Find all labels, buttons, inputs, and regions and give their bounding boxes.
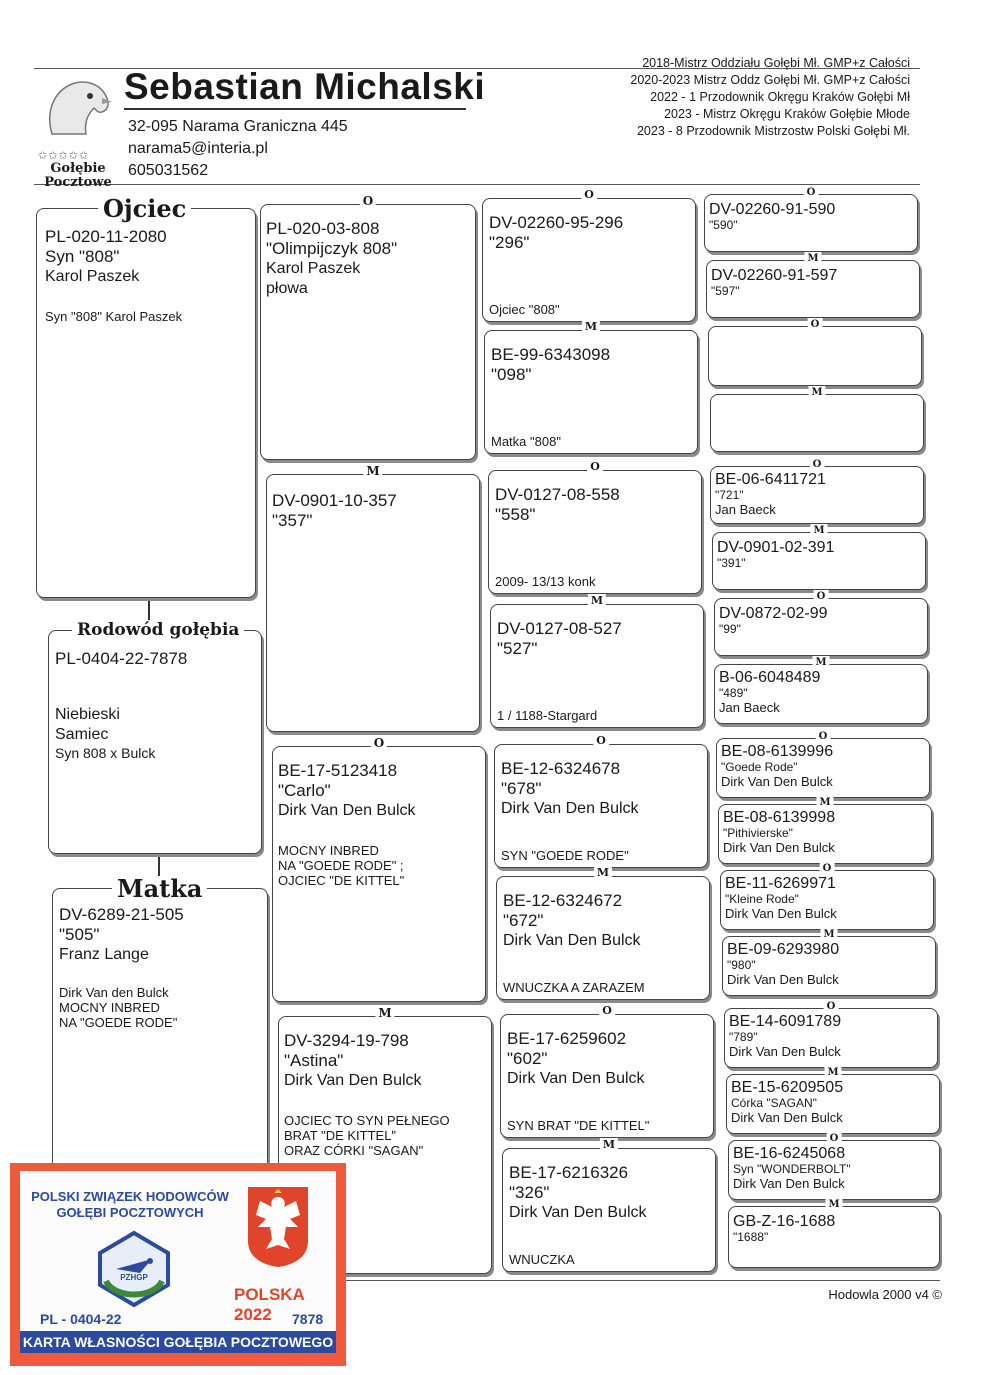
stars-icon: ✩✩✩✩✩ <box>38 150 90 162</box>
ownership-card <box>10 1163 346 1366</box>
phone: 605031562 <box>128 162 209 179</box>
g3-ring: DV-0127-08-527 <box>497 619 622 638</box>
dam-note-2: MOCNY INBRED <box>59 1000 160 1015</box>
sire-ring: PL-020-11-2080 <box>45 227 167 246</box>
card-org-line-2: GOŁĘBI POCZTOWYCH <box>56 1205 204 1220</box>
g4-name: Syn "WONDERBOLT" <box>733 1162 851 1176</box>
g2-dd-breeder: Dirk Van Den Bulck <box>284 1072 422 1089</box>
g4-name: "Pithivierske" <box>723 826 793 840</box>
sire-label: Ojciec <box>98 196 191 222</box>
dam-ring: DV-6289-21-505 <box>59 905 184 924</box>
g2-ds-tag: O <box>371 736 387 750</box>
sire-breeder: Karol Paszek <box>45 268 140 285</box>
g2-ss-box[interactable] <box>260 194 476 460</box>
achievement-1: 2018-Mistrz Oddziału Gołębi Mł. GMP+z Całości <box>642 56 910 70</box>
dam-breeder: Franz Lange <box>59 946 149 963</box>
g4-box[interactable] <box>720 863 934 930</box>
g2-ss-ring: PL-020-03-808 <box>266 219 380 238</box>
g4-ring: BE-14-6091789 <box>729 1013 842 1030</box>
g4-tag: M <box>816 796 833 810</box>
g3-breeder: Dirk Van Den Bulck <box>509 1204 647 1221</box>
g4-name: "489" <box>719 686 748 700</box>
g2-sd-name: "357" <box>272 511 313 530</box>
g3-name: "527" <box>497 639 538 658</box>
g4-box[interactable] <box>714 591 928 656</box>
g3-name: "672" <box>503 911 544 930</box>
card-ring-prefix: PL - 0404-22 <box>40 1311 122 1327</box>
g2-dd-ring: DV-3294-19-798 <box>284 1031 409 1050</box>
g4-name: "721" <box>715 488 744 502</box>
g4-tag: M <box>804 252 821 266</box>
g4-name: "590" <box>709 218 738 232</box>
header-bottom-rule <box>34 184 920 185</box>
g2-ds-note-1: MOCNY INBRED <box>278 843 379 858</box>
pigeon-note: Syn 808 x Bulck <box>55 745 156 761</box>
achievement-2: 2020-2023 Mistrz Oddz Gołębi Mł. GMP+z Całości <box>630 73 910 87</box>
g4-tag: O <box>820 862 835 876</box>
g3-note: SYN "GOEDE RODE" <box>501 848 629 863</box>
g2-dd-note-1: OJCIEC TO SYN PEŁNEGO <box>284 1113 450 1128</box>
g4-box[interactable] <box>724 1001 938 1068</box>
g2-ds-box[interactable] <box>272 736 486 1002</box>
g3-box[interactable] <box>494 734 708 868</box>
pigeon-color: Niebieski <box>55 706 120 723</box>
g4-box[interactable] <box>710 387 924 452</box>
pigeon-head-icon <box>38 74 118 144</box>
g4-tag: O <box>827 1132 842 1146</box>
emblem-text: PZHGP <box>120 1273 148 1282</box>
sire-box[interactable] <box>36 208 256 598</box>
g2-ds-ring: BE-17-5123418 <box>278 761 398 780</box>
g2-ds-note-3: OJCIEC "DE KITTEL" <box>278 873 405 888</box>
g4-ring: DV-02260-91-590 <box>709 201 836 218</box>
g4-breeder: Dirk Van Den Bulck <box>725 906 837 921</box>
g4-box[interactable] <box>704 187 918 252</box>
g3-ring: DV-02260-95-296 <box>489 213 624 232</box>
g3-note: 2009- 13/13 konk <box>495 574 596 589</box>
g3-ring: BE-12-6324672 <box>503 891 623 910</box>
card-inner <box>20 1171 336 1349</box>
g4-box[interactable] <box>728 1133 940 1200</box>
g4-box[interactable] <box>718 797 932 864</box>
g4-box[interactable] <box>716 731 930 798</box>
g4-ring: BE-15-6209505 <box>731 1079 844 1096</box>
g4-ring: DV-0901-02-391 <box>717 539 835 556</box>
g4-tag: M <box>810 524 827 538</box>
g2-dd-note-3: ORAZ CÓRKI "SAGAN" <box>284 1143 424 1158</box>
g3-name: "326" <box>509 1183 550 1202</box>
g4-name: Córka "SAGAN" <box>731 1096 817 1110</box>
g4-name: "980" <box>727 958 756 972</box>
g3-tag: O <box>581 188 597 202</box>
g3-ring: BE-17-6216326 <box>509 1163 629 1182</box>
g4-tag: O <box>816 730 831 744</box>
g3-ring: BE-12-6324678 <box>501 759 621 778</box>
g4-breeder: Dirk Van Den Bulck <box>729 1044 841 1059</box>
g3-name: "558" <box>495 505 536 524</box>
g2-ss-breeder: Karol Paszek <box>266 260 361 277</box>
g4-tag: M <box>808 386 825 400</box>
g4-breeder: Dirk Van Den Bulck <box>723 840 835 855</box>
g2-ss-name: "Olimpijczyk 808" <box>266 239 398 258</box>
name-underline <box>124 108 466 110</box>
polish-eagle-icon <box>244 1183 312 1269</box>
g4-tag: O <box>808 318 823 332</box>
g4-tag: M <box>820 928 837 942</box>
g2-dd-name: "Astina" <box>284 1051 344 1070</box>
g4-tag: M <box>824 1066 841 1080</box>
g4-breeder: Dirk Van Den Bulck <box>721 774 833 789</box>
g2-dd-note-2: BRAT "DE KITTEL" <box>284 1128 397 1143</box>
dam-note-1: Dirk Van den Bulck <box>59 985 169 1000</box>
g4-breeder: Dirk Van Den Bulck <box>727 972 839 987</box>
sire-name: Syn "808" <box>45 247 120 266</box>
email: narama5@interia.pl <box>128 140 268 157</box>
g3-name: "098" <box>491 365 532 384</box>
pigeon-label: Rodowód gołębia <box>72 620 244 640</box>
g4-tag: O <box>824 1000 839 1014</box>
g2-ds-note-2: NA "GOEDE RODE" ; <box>278 858 404 873</box>
g2-ds-name: "Carlo" <box>278 781 331 800</box>
g3-note: WNUCZKA <box>509 1252 575 1267</box>
g4-tag: O <box>814 590 829 604</box>
card-org-line-1: POLSKI ZWIĄZEK HODOWCÓW <box>31 1189 229 1204</box>
pzhgp-emblem-icon <box>94 1229 174 1309</box>
g2-ss-color: płowa <box>266 280 308 297</box>
pigeon-ring: PL-0404-22-7878 <box>55 649 188 668</box>
pigeon-box[interactable] <box>48 630 262 854</box>
g4-breeder: Jan Baeck <box>715 502 776 517</box>
g3-note: WNUCZKA A ZARAZEM <box>503 980 645 995</box>
card-ring-number: 7878 <box>292 1311 324 1327</box>
dam-note-3: NA "GOEDE RODE" <box>59 1015 178 1030</box>
g3-note: Matka "808" <box>491 434 561 449</box>
g4-breeder: Jan Baeck <box>719 700 780 715</box>
g3-breeder: Dirk Van Den Bulck <box>501 800 639 817</box>
achievement-5: 2023 - 8 Przodownik Mistrzostw Polski Gołębi Mł. <box>636 124 910 138</box>
g3-note: 1 / 1188-Stargard <box>497 708 598 723</box>
g4-tag: O <box>804 186 819 200</box>
g4-name: "Kleine Rode" <box>725 892 799 906</box>
g4-box[interactable] <box>712 525 926 590</box>
g4-ring: BE-08-6139996 <box>721 743 834 760</box>
g3-name: "296" <box>489 233 530 252</box>
g4-ring: BE-11-6269971 <box>725 875 836 892</box>
dam-name: "505" <box>59 925 100 944</box>
g4-tag: M <box>825 1198 842 1212</box>
g3-tag: O <box>593 734 609 748</box>
software-credit: Hodowla 2000 v4 © <box>828 1287 942 1302</box>
g4-tag: O <box>810 458 825 472</box>
g3-tag: M <box>588 594 606 608</box>
achievement-3: 2022 - 1 Przodownik Okręgu Kraków Gołębi Mł <box>650 90 910 104</box>
logo-text-2: Pocztowe <box>44 175 112 190</box>
g3-tag: M <box>600 1138 618 1152</box>
address: 32-095 Narama Graniczna 445 <box>128 118 348 135</box>
g4-box[interactable] <box>706 253 920 318</box>
g3-name: "678" <box>501 779 542 798</box>
g3-box[interactable] <box>484 320 698 454</box>
g2-dd-tag: M <box>375 1006 394 1020</box>
g4-ring: BE-16-6245068 <box>733 1145 846 1162</box>
g3-box[interactable] <box>496 866 710 1000</box>
g3-breeder: Dirk Van Den Bulck <box>503 932 641 949</box>
g4-ring: BE-09-6293980 <box>727 941 840 958</box>
g4-breeder: Dirk Van Den Bulck <box>733 1176 845 1191</box>
g4-ring: GB-Z-16-1688 <box>733 1213 836 1230</box>
breeder-name: Sebastian Michalski <box>124 66 486 107</box>
g4-box[interactable] <box>710 459 924 524</box>
g4-ring: DV-0872-02-99 <box>719 605 828 622</box>
g3-name: "602" <box>507 1049 548 1068</box>
g3-tag: M <box>594 866 612 880</box>
footer-rule <box>300 1280 940 1281</box>
g4-name: "789" <box>729 1030 758 1044</box>
pigeon-logo <box>38 74 118 190</box>
g3-box[interactable] <box>482 188 696 322</box>
pigeon-sex: Samiec <box>55 726 109 743</box>
g4-box[interactable] <box>728 1199 940 1268</box>
g4-name: "1688" <box>733 1230 769 1244</box>
g3-box[interactable] <box>488 460 702 594</box>
g3-note: SYN BRAT "DE KITTEL" <box>507 1118 650 1133</box>
g4-box[interactable] <box>722 929 936 996</box>
g3-box[interactable] <box>500 1004 714 1138</box>
g4-box[interactable] <box>714 657 928 724</box>
g4-ring: BE-08-6139998 <box>723 809 836 826</box>
card-title-band: KARTA WŁASNOŚCI GOŁĘBIA POCZTOWEGO <box>20 1331 336 1353</box>
dam-box[interactable] <box>52 888 268 1178</box>
g4-name: "99" <box>719 622 741 636</box>
g3-ring: BE-99-6343098 <box>491 345 611 364</box>
g3-breeder: Dirk Van Den Bulck <box>507 1070 645 1087</box>
g2-ds-breeder: Dirk Van Den Bulck <box>278 802 416 819</box>
g2-sd-box[interactable] <box>266 464 480 732</box>
logo-text-1: Gołębie <box>50 161 106 176</box>
g4-ring: BE-06-6411721 <box>715 471 826 488</box>
g2-sd-ring: DV-0901-10-357 <box>272 491 397 510</box>
g4-box[interactable] <box>726 1067 940 1134</box>
g3-ring: BE-17-6259602 <box>507 1029 627 1048</box>
g3-box[interactable] <box>502 1138 716 1272</box>
g4-breeder: Dirk Van Den Bulck <box>731 1110 843 1125</box>
g4-name: "Goede Rode" <box>721 760 798 774</box>
card-country-year: POLSKA 2022 <box>234 1285 305 1324</box>
dam-label: Matka <box>112 876 207 902</box>
g2-sd-tag: M <box>363 464 382 478</box>
achievement-4: 2023 - Mistrz Okręgu Kraków Gołębie Młode <box>664 107 910 121</box>
g4-ring: B-06-6048489 <box>719 669 821 686</box>
g3-tag: O <box>599 1004 615 1018</box>
g4-box[interactable] <box>708 319 922 386</box>
g3-box[interactable] <box>490 594 704 728</box>
connector-sire-pigeon <box>148 596 150 622</box>
g4-ring: DV-02260-91-597 <box>711 267 838 284</box>
g3-ring: DV-0127-08-558 <box>495 485 620 504</box>
g3-tag: M <box>582 320 600 334</box>
sire-note: Syn "808" Karol Paszek <box>45 309 183 324</box>
g3-note: Ojciec "808" <box>489 302 560 317</box>
g4-tag: M <box>812 656 829 670</box>
g4-name: "391" <box>717 556 746 570</box>
g3-tag: O <box>587 460 603 474</box>
g2-ss-tag: O <box>360 194 376 208</box>
g4-name: "597" <box>711 284 740 298</box>
